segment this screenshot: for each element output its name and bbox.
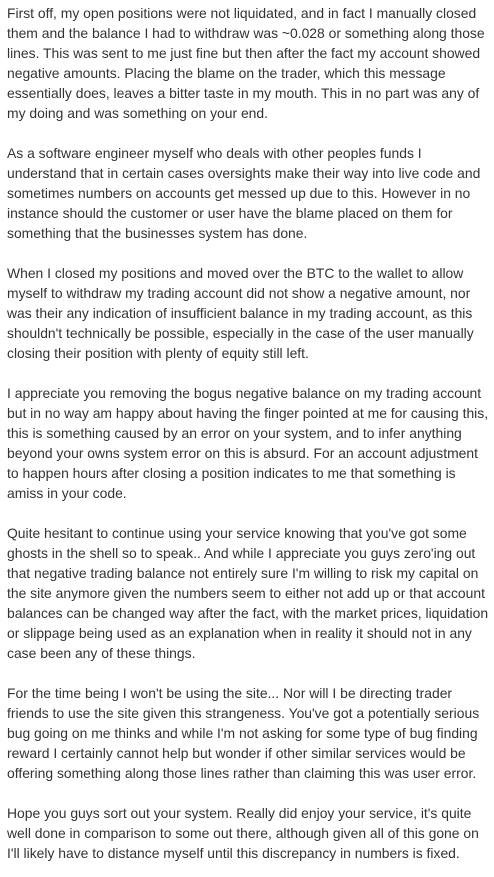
message-paragraph: I appreciate you removing the bogus negative balance on my trading account but in no way am happy about having the finger pointed at me for causing this, this is something caused by an error on your system, and to infer anything beyond your owns system error on this is absurd. For an account adjustment to happen hours after closing a position indicates to me that something is amiss in your code.	[7, 385, 489, 501]
message-paragraph: When I closed my positions and moved over the BTC to the wallet to allow myself to withdraw my trading account did not show a negative amount, nor was their any indication of insufficient balance in my trading account, as this shouldn't technically be possible, especially in the case of the user manually closing their position with plenty of equity still left.	[7, 265, 474, 361]
message-paragraph: As a software engineer myself who deals with other peoples funds I understand that in certain cases oversights make their way into live code and sometimes numbers on accounts get messed up due to this. However in no instance should the customer or user have the blame placed on them for something that the businesses system has done.	[7, 145, 481, 241]
message-paragraph: For the time being I won't be using the site... Nor will I be directing trader friends to use the site given this strangeness. You've got a potentially serious bug going on me thinks and while I'm not asking for some type of bug finding reward I certainly cannot help but wonder if other similar services would be offering something along those lines rather than claiming this was user error.	[7, 685, 480, 781]
message-paragraph: First off, my open positions were not liquidated, and in fact I manually closed them and the balance I had to withdraw was ~0.028 or something along those lines. This was sent to me just fine but then after the fact my account showed negative amounts. Placing the blame on the trader, which this message essentially does, leaves a bitter taste in my mouth. This in no part was any of my doing and was something on your end.	[7, 5, 485, 121]
message-paragraph: Quite hesitant to continue using your service knowing that you've got some ghosts in the shell so to speak.. And while I appreciate you guys zero'ing out that negative trading balance not entirely sure I'm willing to risk my capital on the site anymore given the numbers seem to either not add up or that account balances can be changed way after the fact, with the market prices, liquidation or slippage being used as an explanation when in reality it should not in any case been any of these things.	[7, 525, 489, 661]
message-paragraph: Hope you guys sort out your system. Really did enjoy your service, it's quite well done in comparison to some out there, although given all of this gone on I'll likely have to distance myself until this discrepancy in numbers is fixed.	[7, 805, 479, 861]
